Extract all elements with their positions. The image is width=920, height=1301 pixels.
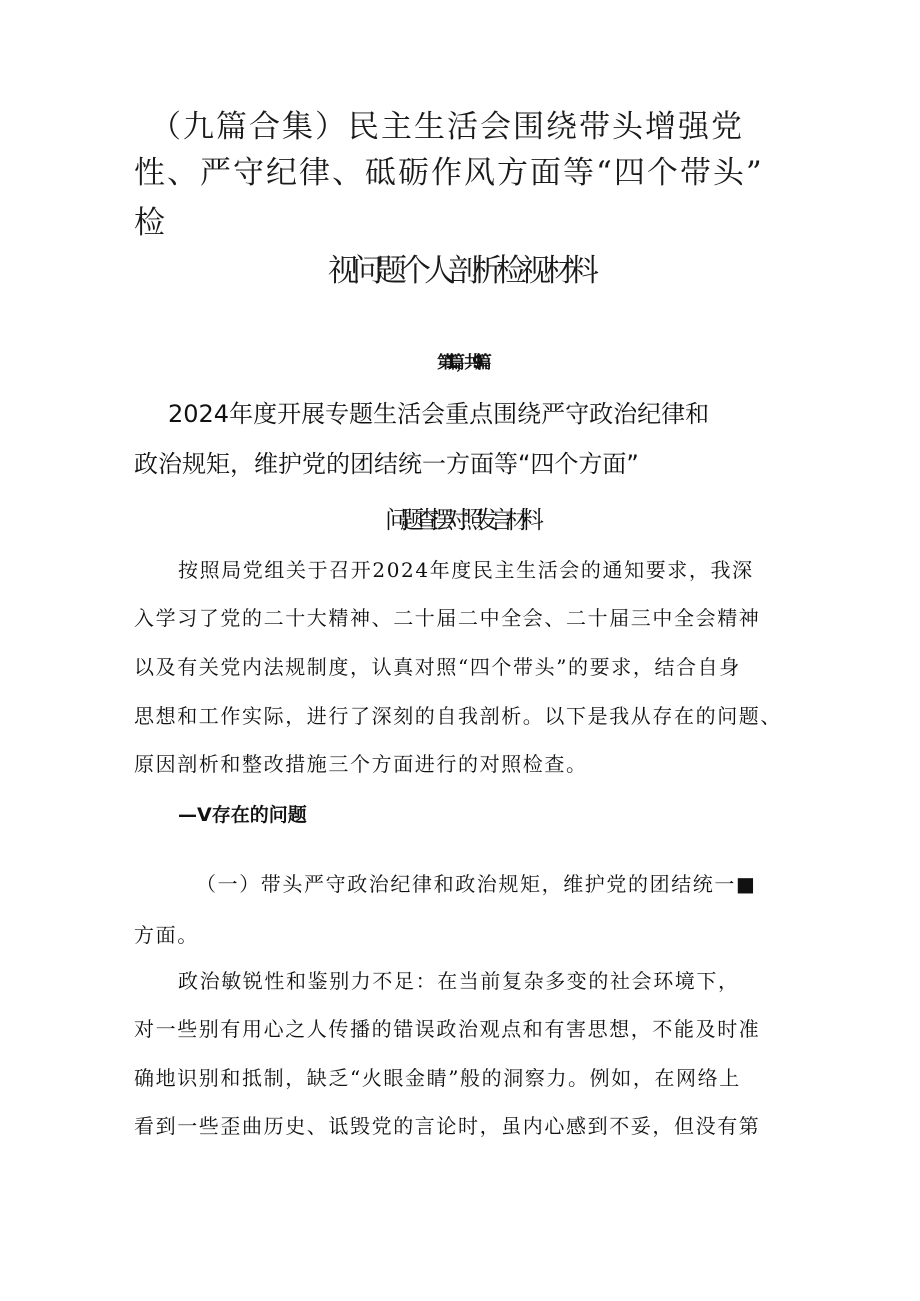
subsection-heading-line-1: （一）带头严守政治纪律和政治规矩，维护党的团结统一■ [196,872,757,896]
collection-title-line-4: 视问题个人剖析检视材料 [328,253,592,289]
document-title-line-1: 2024年度开展专题生活会重点围绕严守政治纪律和 [168,400,710,428]
issue-line-3: 确地识别和抵制，缺乏“火眼金睛”般的洞察力。例如，在网络上 [134,1066,741,1090]
document-title-line-2: 政治规矩，维护党的团结统一方面等“四个方面” [134,450,639,478]
intro-line-5: 原因剖析和整改措施三个方面进行的对照检查。 [134,752,588,776]
part-indicator: 第1篇，共9篇 [437,353,483,373]
intro-line-1: 按照局党组关于召开2024年度民主生活会的通知要求，我深 [178,558,754,582]
collection-title-line-2: 性、严守纪律、砥砺作风方面等“四个带头” [134,155,764,191]
intro-line-3: 以及有关党内法规制度，认真对照“四个带头”的要求，结合自身 [134,655,741,679]
issue-line-1: 政治敏锐性和鉴别力不足：在当前复杂多变的社会环境下， [178,969,740,993]
issue-line-2: 对一些别有用心之人传播的错误政治观点和有害思想，不能及时准 [134,1017,761,1041]
intro-line-4: 思想和工作实际，进行了深刻的自我剖析。以下是我从存在的问题、 [134,704,782,728]
intro-line-2: 入学习了党的二十大精神、二十届二中全会、二十届三中全会精神 [134,606,761,630]
document-title-line-3: 问题查摆对照发言材料 [385,506,535,534]
collection-title-line-3: 检 [134,205,167,241]
subsection-heading-line-2: 方面。 [134,923,199,947]
collection-title-line-1: （九篇合集）民主生活会围绕带头增强党 [150,109,744,145]
section-heading: —V存在的问题 [178,804,307,826]
issue-line-4: 看到一些歪曲历史、诋毁党的言论时，虽内心感到不妥，但没有第 [134,1114,761,1138]
